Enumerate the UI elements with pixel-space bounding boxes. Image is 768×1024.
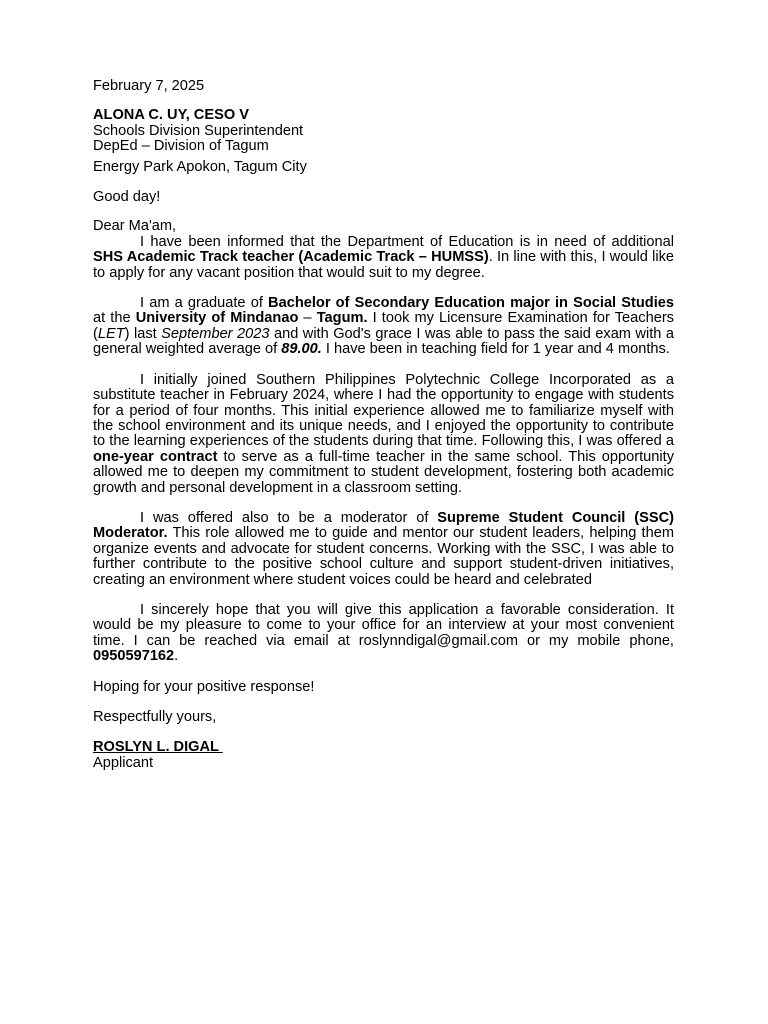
p3-text-2: to serve as a full-time teacher in the same school. This opportunity allowed me to deepen my commitment to student development, fostering both academic growth and personal development in a classroom setting. — [93, 448, 674, 496]
p2-text-3: – — [298, 310, 317, 327]
p2-bold-italic-gwa: 89.00. — [281, 341, 322, 358]
closing-line: Hoping for your positive response! — [93, 678, 315, 695]
p5-bold-phone: 0950597162 — [93, 648, 175, 665]
recipient-office: DepEd – Division of Tagum — [93, 138, 269, 155]
p2-bold-university: University of Mindanao — [135, 310, 299, 327]
salutation: Dear Ma'am, — [93, 218, 177, 235]
complimentary-close: Respectfully yours, — [93, 709, 217, 725]
recipient-name: ALONA C. UY, CESO V — [93, 107, 249, 124]
signature-name: ROSLYN L. DIGAL — [93, 739, 223, 756]
greeting: Good day! — [93, 189, 161, 206]
p1-text-2: . In line with this, I would like to apply for any vacant position that would suit to my degree. — [93, 249, 675, 281]
paragraph-1 — [93, 235, 674, 281]
p2-italic-let: LET — [97, 325, 125, 342]
p2-italic-exam-date: September 2023 — [161, 325, 270, 342]
p4-text-1: I was offered also to be a moderator of — [140, 509, 438, 526]
paragraph-5 — [93, 603, 674, 665]
p5-text-2: . — [174, 648, 179, 665]
p2-text-4: I took my Licensure Examination for Teachers ( — [93, 310, 674, 342]
p3-text-1: I initially joined Southern Philippines Polytechnic College Incorporated as a substitute teacher in February 2024, where I had the opportunity to engage with students for a period of four months. This initial experience allowed me to familiarize myself with the school environment and its unique needs, and I enjoyed the opportunity to contribute to the learning experiences of the students during that time. Following this, I was offered a — [93, 371, 674, 450]
p1-bold-position: SHS Academic Track teacher (Academic Track – HUMSS) — [93, 249, 489, 266]
paragraph-3 — [93, 373, 674, 496]
letter-body — [93, 79, 674, 771]
p2-text-7: I have been in teaching field for 1 year and 4 months. — [321, 341, 670, 358]
p2-text-5: ) last — [124, 325, 162, 342]
p2-text-6: and with God's grace I was able to pass the said exam with a general weighted average of — [93, 325, 674, 358]
recipient-title: Schools Division Superintendent — [93, 122, 304, 139]
letter-date: February 7, 2025 — [93, 78, 205, 94]
p2-text-2: at the — [93, 310, 136, 327]
p2-bold-degree: Bachelor of Secondary Education major in Social Studies — [268, 295, 674, 312]
recipient-block — [93, 108, 674, 175]
recipient-address: Energy Park Apokon, Tagum City — [93, 158, 307, 175]
p2-text-1: I am a graduate of — [140, 295, 269, 312]
p4-bold-ssc: Supreme Student Council (SSC) Moderator. — [93, 509, 674, 542]
paragraph-2 — [93, 296, 674, 358]
p1-text-1: I have been informed that the Department of Education is in need of additional — [140, 233, 674, 250]
p5-text-1: I sincerely hope that you will give this application a favorable consideration. It would be my pleasure to come to your office for an interview at your most convenient time. I can be reached via email at roslynndigal@gmail.com or my mobile phone, — [93, 601, 674, 649]
p3-bold-contract: one-year contract — [93, 448, 218, 465]
p2-bold-campus: Tagum. — [316, 310, 368, 327]
p4-text-2: This role allowed me to guide and mentor our student leaders, helping them organize events and advocate for student concerns. Working with the SSC, I was able to further contribute to the positive school culture and support student-driven initiatives, creating an environment where student voices could be heard and celebrated — [93, 525, 674, 588]
signature-title: Applicant — [93, 754, 154, 771]
paragraph-4 — [93, 511, 674, 588]
